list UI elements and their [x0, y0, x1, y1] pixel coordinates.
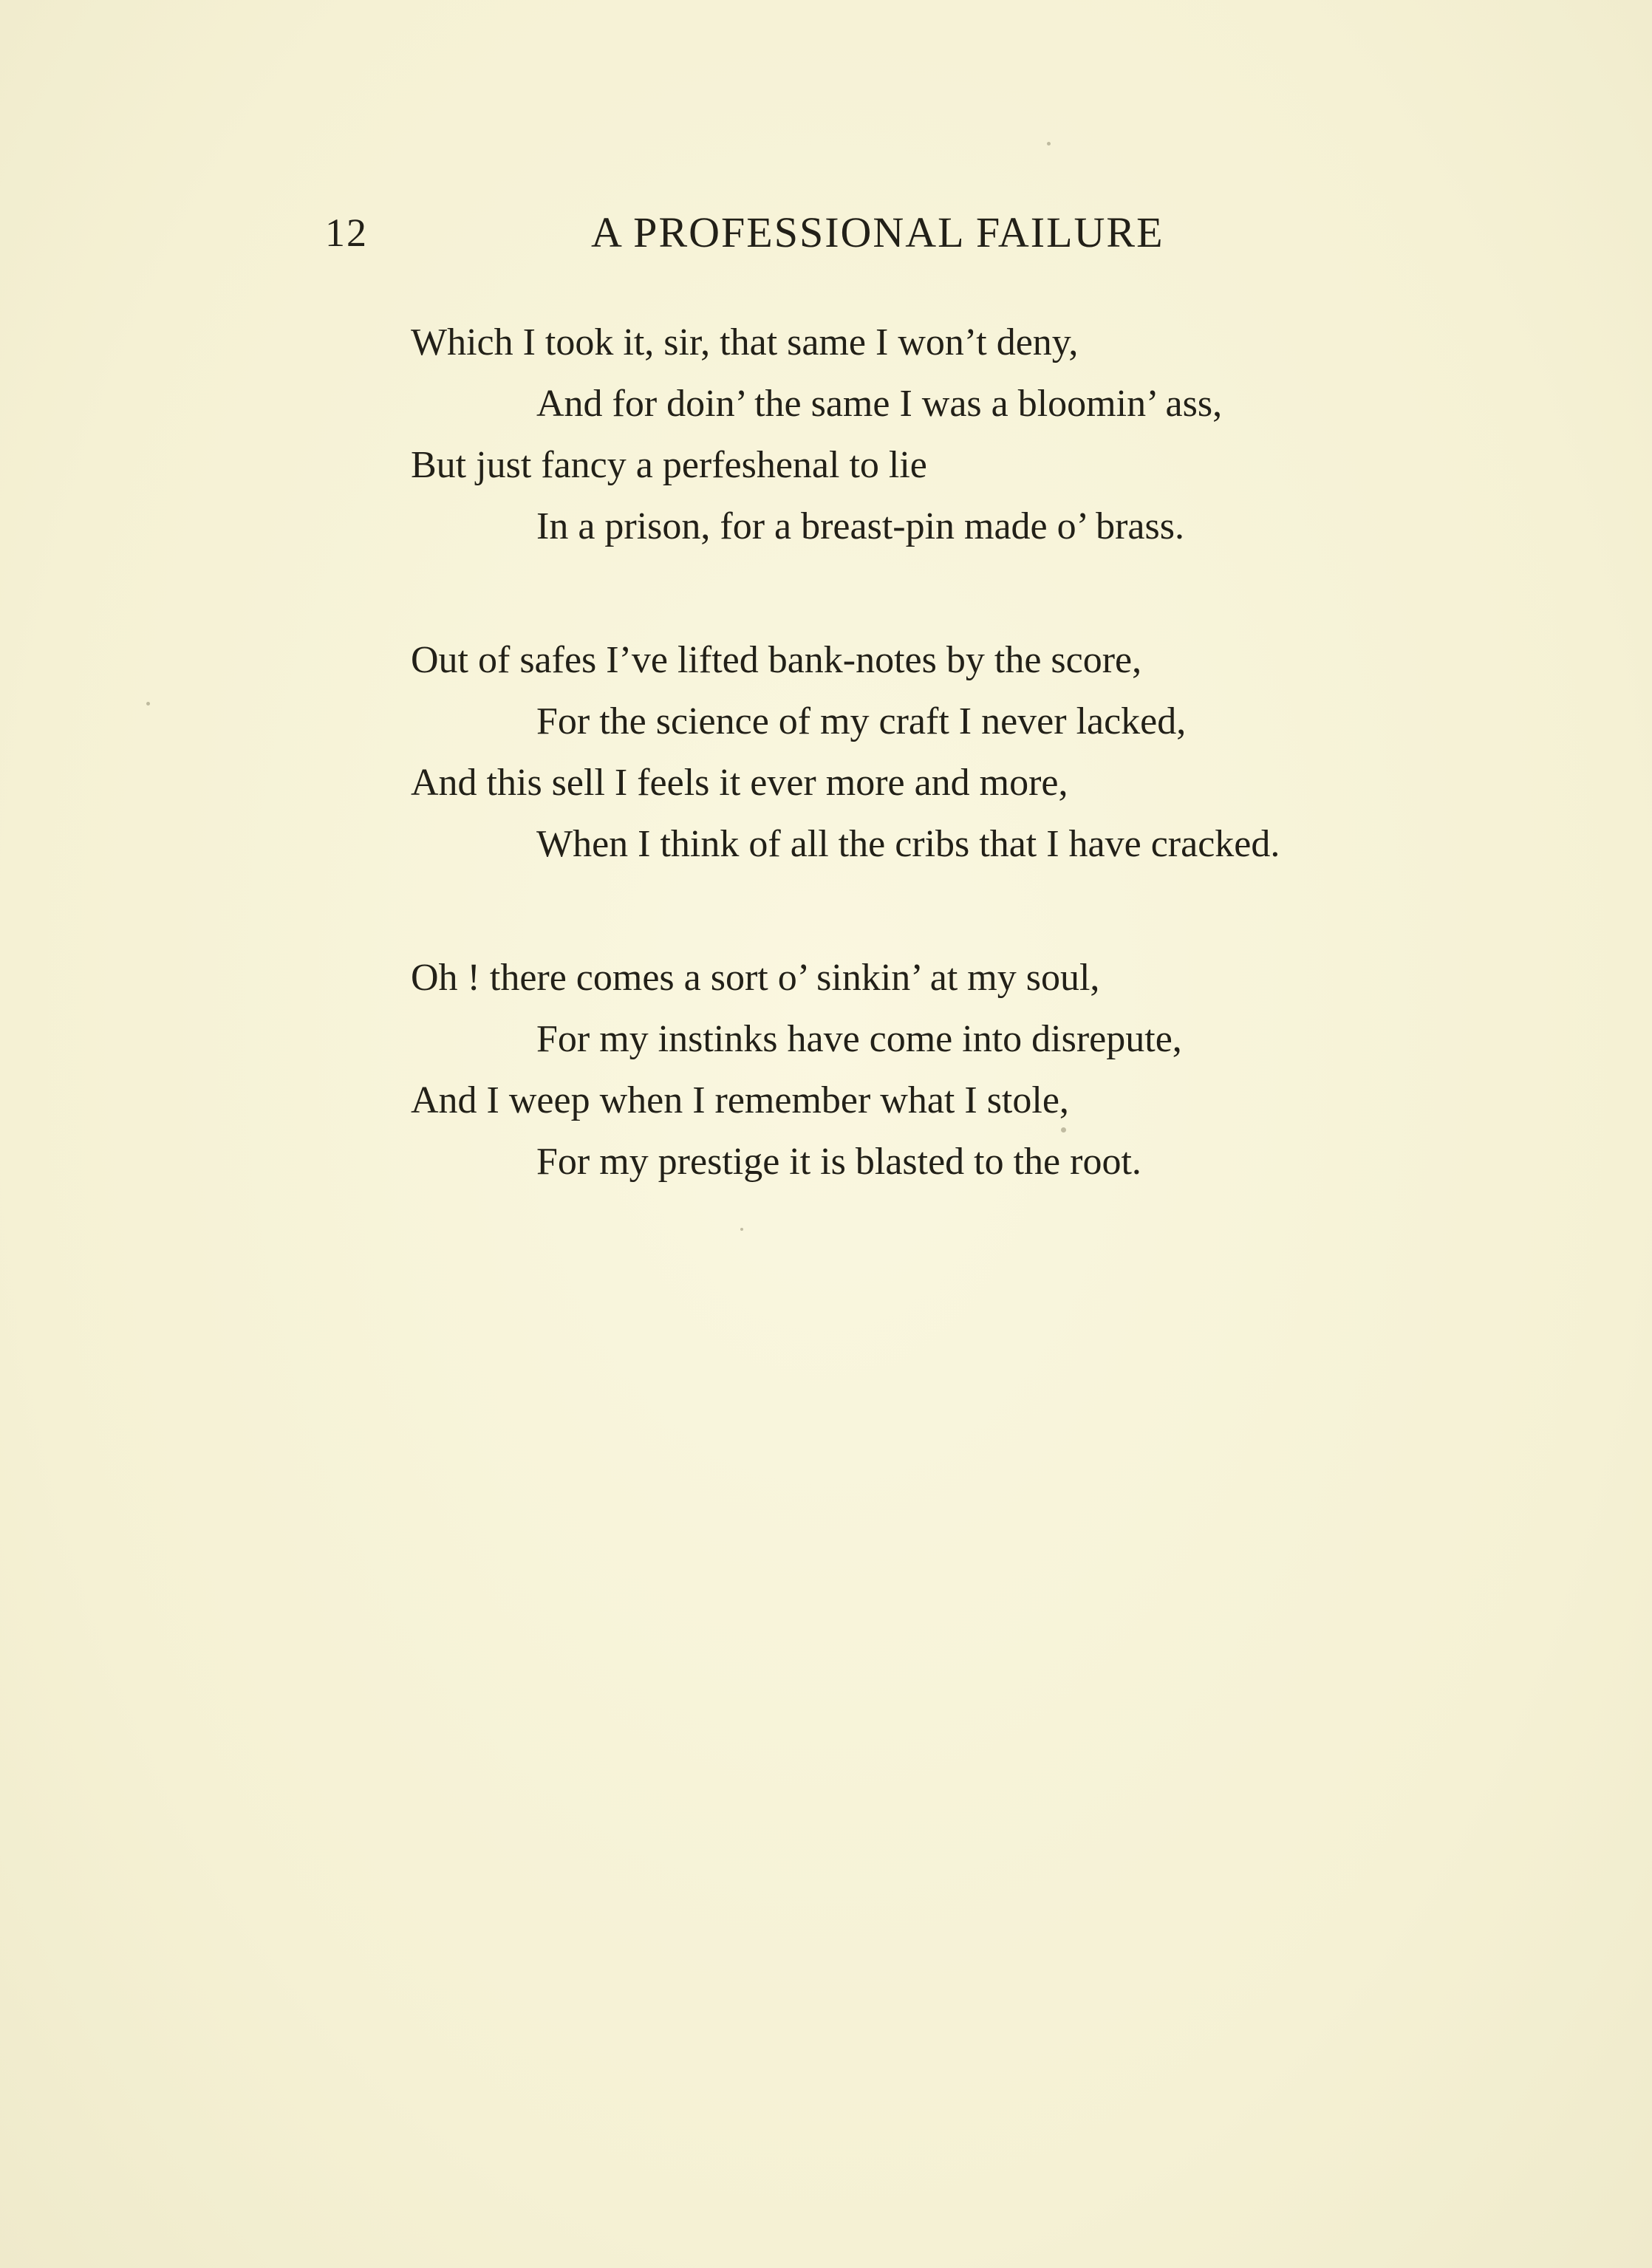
poem-line: And I weep when I remember what I stole,	[411, 1079, 1069, 1121]
paper-speck	[1047, 142, 1051, 146]
paper-speck	[146, 702, 150, 706]
poem-line: And for doin’ the same I was a bloomin’ ass,	[536, 383, 1223, 425]
running-title: A PROFESSIONAL FAILURE	[591, 208, 1164, 256]
poem-line: When I think of all the cribs that I have cracked.	[536, 823, 1280, 865]
poem-line: But just fancy a perfeshenal to lie	[411, 444, 927, 486]
paper-speck	[1061, 1127, 1066, 1133]
stanza-1	[411, 312, 1519, 557]
poem	[411, 312, 1519, 1192]
poem-line: Which I took it, sir, that same I won’t deny,	[411, 321, 1079, 363]
stanza-3	[411, 947, 1519, 1192]
page-number: 12	[325, 211, 368, 255]
stanza-2	[411, 629, 1519, 875]
poem-line: For the science of my craft I never lacked,	[536, 700, 1187, 742]
poem-line: For my prestige it is blasted to the root.	[536, 1141, 1141, 1183]
poem-line: For my instinks have come into disrepute,	[536, 1018, 1182, 1060]
poem-line: Oh ! there comes a sort o’ sinkin’ at my soul,	[411, 957, 1100, 999]
poem-line: Out of safes I’ve lifted bank-notes by the score,	[411, 639, 1142, 681]
poem-line: In a prison, for a breast-pin made o’ brass.	[536, 505, 1184, 547]
paper-speck	[740, 1228, 743, 1231]
poem-line: And this sell I feels it ever more and more,	[411, 762, 1068, 804]
